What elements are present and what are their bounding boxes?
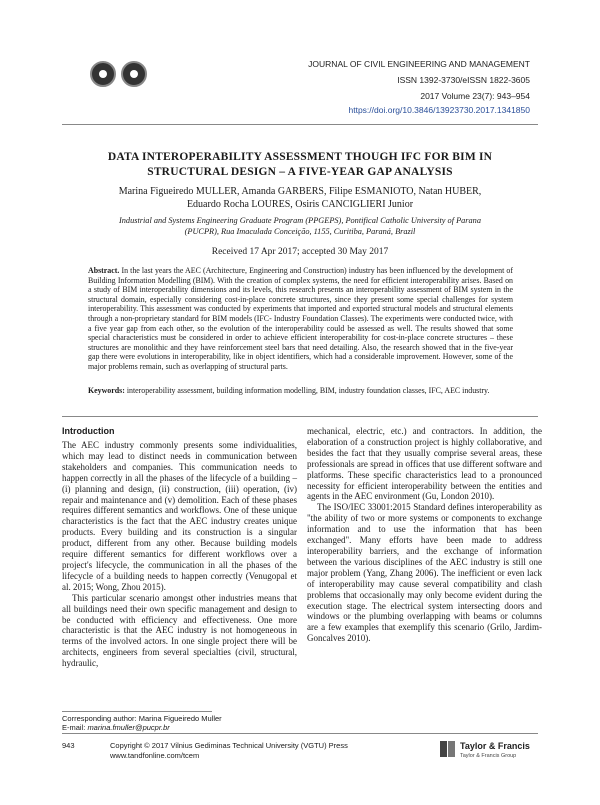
publisher-name: Taylor & Francis (460, 741, 530, 751)
copyright: Copyright © 2017 Vilnius Gediminas Technical University (VGTU) Press (110, 741, 348, 750)
university-logo-icon (121, 61, 147, 87)
received-dates: Received 17 Apr 2017; accepted 30 May 2017 (211, 247, 389, 257)
header-divider (62, 124, 538, 125)
doi-link[interactable]: https://doi.org/10.3846/13923730.2017.1341850 (348, 105, 530, 115)
abstract-divider (62, 416, 538, 417)
footnote-divider (62, 711, 212, 712)
publisher-book-icon (440, 741, 455, 757)
email-link[interactable]: marina.fmuller@pucpr.br (87, 723, 170, 732)
affiliation: Industrial and Systems Engineering Graduate Program (PPGEPS), Pontifical Catholic University of Parana (PUCPR), Rua Imaculada Conceição, 1155, Curitiba, Paraná, Brazil (119, 216, 481, 236)
website-link[interactable]: www.tandfonline.com/tcem (110, 751, 200, 760)
paragraph: This particular scenario amongst other industries means that all buildings need their own specific management and design to be conducted with efficiency and effectiveness. One more characteristic is that the AEC industry is not homogeneous in terms of the involved actors. In one single project there will be architects, engineers from several specialties (civil, structural, hydraulic, (62, 592, 297, 669)
authors: Marina Figueiredo MULLER, Amanda GARBERS, Filipe ESMANIOTO, Natan HUBER, Eduardo Rocha LOURES, Osiris CANCIGLIERI Junior (118, 186, 482, 210)
abstract-label: Abstract. (88, 266, 120, 275)
issn: ISSN 1392-3730/eISSN 1822-3605 (397, 75, 530, 85)
paragraph: The ISO/IEC 33001:2015 Standard defines interoperability as "the ability of two or more systems or components to exchange information and to use the information that has been exchanged". Many efforts have been made to address interoperability barriers, and the exchange of information between the various disciplines of the AEC industry is still one major problem (Yang, Zhang 2006). The inefficient or even lack of interoperability may cause several compatibility and clash problems that occasionally may only become evident during the execution stage. The electrical system intersecting doors and windows or the plumbing overlapping with beams or columns are a few examples that exemplify this scenario (Grilo, Jardim-Goncalves 2010). (307, 502, 542, 644)
paragraph: The AEC industry commonly presents some individualities, which may lead to distinct needs in communication between stakeholders and companies. This communication needs to happen correctly in all the phases of the lifecycle of a building – (i) planning and design, (ii) construction, (iii) operation, (iv) repair and maintenance and (v) demolition. Each of these phases requires different semantics and workflows. One of these unique characteristics is the fact that the AEC industry creates unique products. Every building and its construction is a singular product, different from any other. Because building models require different semantics for different workflows over a project's lifecycle, the communication in all the phases of the lifecycle of a building needs to happen correctly (Venugopal et al. 2015; Wong, Zhou 2015). (62, 440, 297, 592)
publisher-group: Taylor & Francis Group (460, 753, 517, 759)
volume-info: 2017 Volume 23(7): 943–954 (420, 91, 530, 101)
page-number: 943 (62, 741, 75, 750)
section-title: Introduction (62, 426, 115, 436)
abstract (88, 266, 513, 372)
keywords-label: Keywords: (88, 386, 125, 395)
publisher-logo (440, 738, 530, 760)
article-title: DATA INTEROPERABILITY ASSESSMENT THOUGH IFC FOR BIM IN STRUCTURAL DESIGN – A FIVE-YEAR GAP ANALYSIS (107, 151, 493, 178)
right-column (307, 426, 542, 644)
footer-divider (62, 733, 538, 734)
paragraph: mechanical, electric, etc.) and contractors. In addition, the elaboration of a construction project is highly collaborative, and besides the fact that they usually comprise several areas, these professionals are spread in offices that use different software and platforms. These specific characteristics lead to a pronounced necessity for efficient interoperability between the entities and agents in the AEC environment (Gu, London 2010). (307, 426, 542, 502)
abstract-text: In the last years the AEC (Architecture, Engineering and Construction) industry has been influenced by the development of Building Information Modelling (BIM). With the creation of complex systems, the need for efficient interoperability arises. Based on a study of BIM interoperability dimensions and its levels, this research presents an interoperability assessment of BIM system in the structural domain, especially considering cost-in-place concrete structures, since they present some special challenges for system interoperability. This assessment was conducted by experiments that imported and exported structural models and structural elements through a non-proprietary standard for BIM models (IFC- Industry Foundation Classes). The experiments were conducted twice, with a five year gap from each other, so the evolution of the interoperability could be assessed as well. The results showed that some special characteristics must be considered in order to achieve efficient interoperability for cost-in-place concrete structures – these structures are monolithic and they have reinforcement steel bars that need detailing. Also, the research showed that in the five-year gap there were evolutions in interoperability, like in object identifiers, which had a considerable improvement. However, some of the major problems remain, such as overlapping of structural parts. (88, 266, 513, 371)
journal-logo-icon (90, 61, 116, 87)
keywords (88, 386, 513, 396)
left-column (62, 440, 297, 669)
journal-name: JOURNAL OF CIVIL ENGINEERING AND MANAGEMENT (308, 59, 530, 69)
corresponding-author: Corresponding author: Marina Figueiredo Muller E-mail: marina.fmuller@pucpr.br (62, 714, 222, 732)
keywords-text: interoperability assessment, building information modelling, BIM, industry foundation classes, IFC, AEC industry. (126, 386, 490, 395)
